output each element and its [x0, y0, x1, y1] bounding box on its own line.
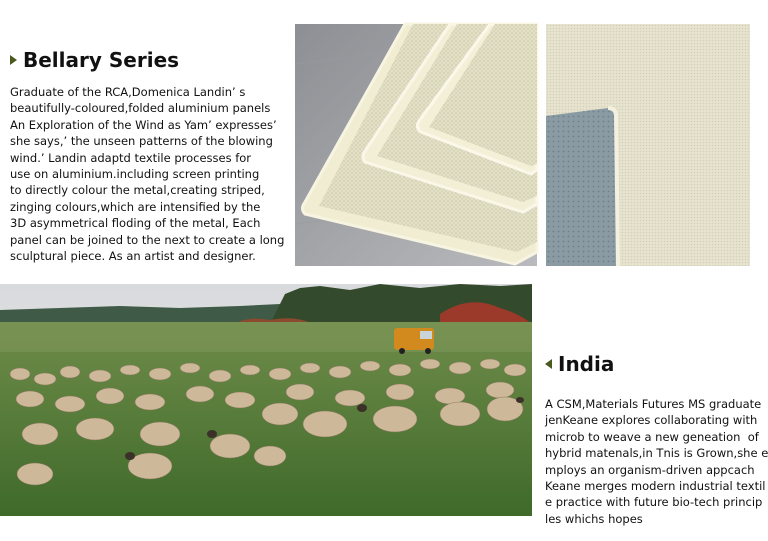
triangle-left-icon	[545, 359, 552, 369]
section-heading-bellary	[10, 48, 179, 72]
sheep-field-photo	[0, 284, 532, 516]
rug-photo-underside	[546, 24, 750, 266]
section-body-text: Graduate of the RCA,Domenica Landin’ s beautifully-coloured,folded aluminium panels An Exploration of the Wind as Yam’ expresses’ she says,’ the unseen patterns of the blowing wind.’ Landin adaptd textile processes for use on aluminium.including screen printing to directly colour the metal,creating striped, zinging colours,which are intensified by the 3D asymmetrical floding of the metal, Each panel can be joined to the next to create a long sculptural piece. As an artist and designer.	[10, 85, 285, 264]
section-body-text: A CSM,Materials Futures MS graduate jenKeane explores collaborating with microb to weave a new geneation of hybrid matenals,in Tnis is Grown,she e mploys an organism-driven appcach Keane merges modern industrial textil e practice with future bio-tech princip les whichs hopes	[545, 397, 768, 526]
section-heading-india	[545, 352, 614, 376]
section-title: India	[558, 352, 615, 376]
rug-photo-stacked	[295, 24, 537, 266]
triangle-right-icon	[10, 55, 17, 65]
section-title: Bellary Series	[23, 48, 180, 72]
